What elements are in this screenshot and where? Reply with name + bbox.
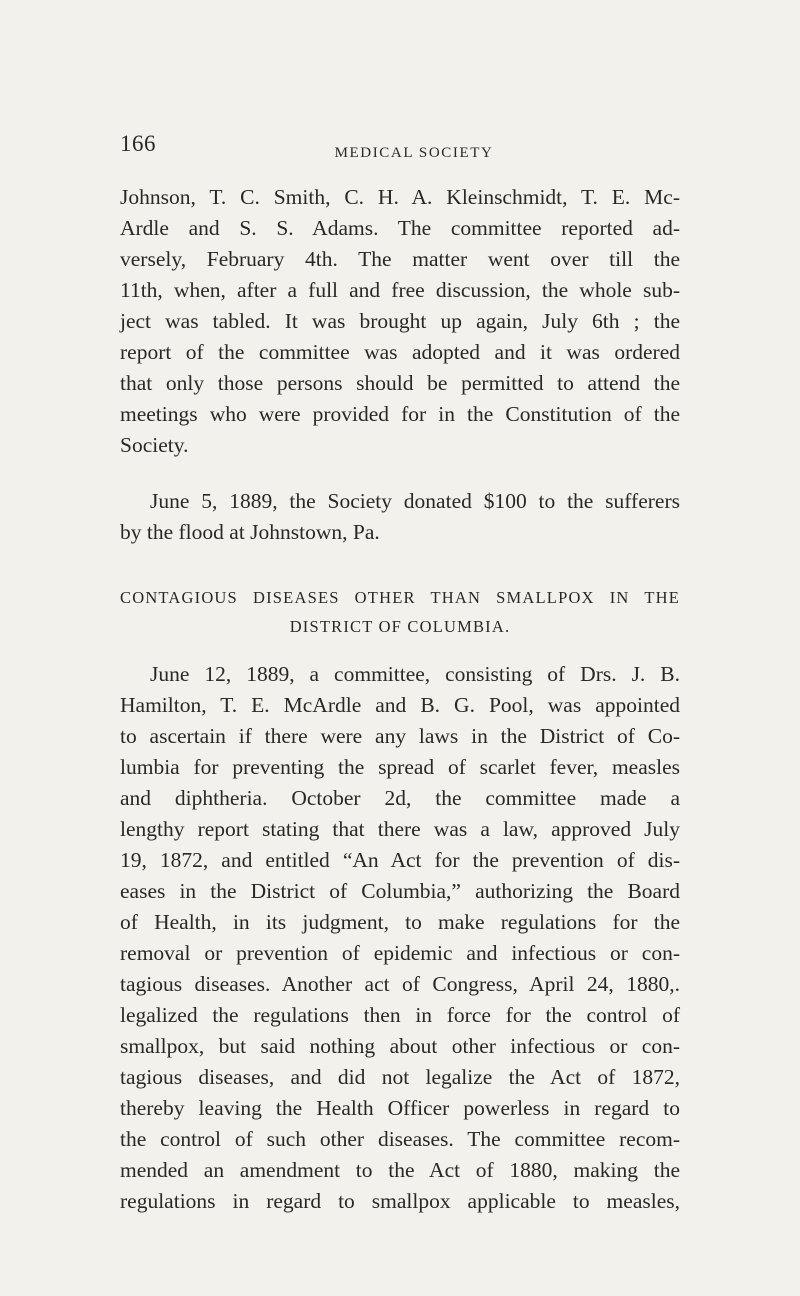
text-line: the control of such other diseases. The committee recom- — [120, 1127, 680, 1151]
text-line: legalized the regulations then in force for the control of — [120, 1003, 680, 1027]
text-line: tagious diseases. Another act of Congress, April 24, 1880,. — [120, 972, 680, 996]
text-line: tagious diseases, and did not legalize the Act of 1872, — [120, 1065, 680, 1089]
text-line: removal or prevention of epidemic and infectious or con- — [120, 941, 680, 965]
text-line: lumbia for preventing the spread of scarlet fever, measles — [120, 755, 680, 779]
text-line: 19, 1872, and entitled “An Act for the prevention of dis- — [120, 848, 680, 872]
text-line: that only those persons should be permitted to attend the — [120, 371, 680, 395]
text-line: report of the committee was adopted and it was ordered — [120, 340, 680, 364]
text-line: Hamilton, T. E. McArdle and B. G. Pool, was appointed — [120, 693, 680, 717]
text-line: thereby leaving the Health Officer powerless in regard to — [120, 1096, 680, 1120]
text-line: June 5, 1889, the Society donated $100 to the sufferers — [150, 489, 680, 513]
paragraph-johnson-committee — [120, 182, 680, 461]
text-line: mended an amendment to the Act of 1880, making the — [120, 1158, 680, 1182]
paragraph-johnstown-donation — [120, 486, 680, 548]
text-line: meetings who were provided for in the Constitution of the — [120, 402, 680, 426]
text-line: 11th, when, after a full and free discussion, the whole sub- — [120, 278, 680, 302]
running-head: MEDICAL SOCIETY — [334, 145, 494, 161]
paragraph-contagious-diseases — [120, 659, 680, 1217]
text-line: regulations in regard to smallpox applicable to measles, — [120, 1189, 680, 1213]
text-line: and diphtheria. October 2d, the committee made a — [120, 786, 680, 810]
heading-line: CONTAGIOUS DISEASES OTHER THAN SMALLPOX IN THE — [120, 588, 680, 607]
text-line: Johnson, T. C. Smith, C. H. A. Kleinschmidt, T. E. Mc- — [120, 185, 680, 209]
text-line: by the flood at Johnstown, Pa. — [120, 520, 380, 544]
text-line: versely, February 4th. The matter went over till the — [120, 247, 680, 271]
section-heading — [120, 583, 680, 641]
text-line: Society. — [120, 433, 189, 457]
text-line: smallpox, but said nothing about other infectious or con- — [120, 1034, 680, 1058]
text-line: Ardle and S. S. Adams. The committee reported ad- — [120, 216, 680, 240]
heading-line: DISTRICT OF COLUMBIA. — [289, 617, 511, 636]
text-line: of Health, in its judgment, to make regulations for the — [120, 910, 680, 934]
text-line: eases in the District of Columbia,” authorizing the Board — [120, 879, 680, 903]
text-line: lengthy report stating that there was a law, approved July — [120, 817, 680, 841]
text-line: ject was tabled. It was brought up again, July 6th ; the — [120, 309, 680, 333]
text-line: June 12, 1889, a committee, consisting of Drs. J. B. — [150, 662, 680, 686]
page-number: 166 — [120, 131, 156, 156]
text-line: to ascertain if there were any laws in the District of Co- — [120, 724, 680, 748]
